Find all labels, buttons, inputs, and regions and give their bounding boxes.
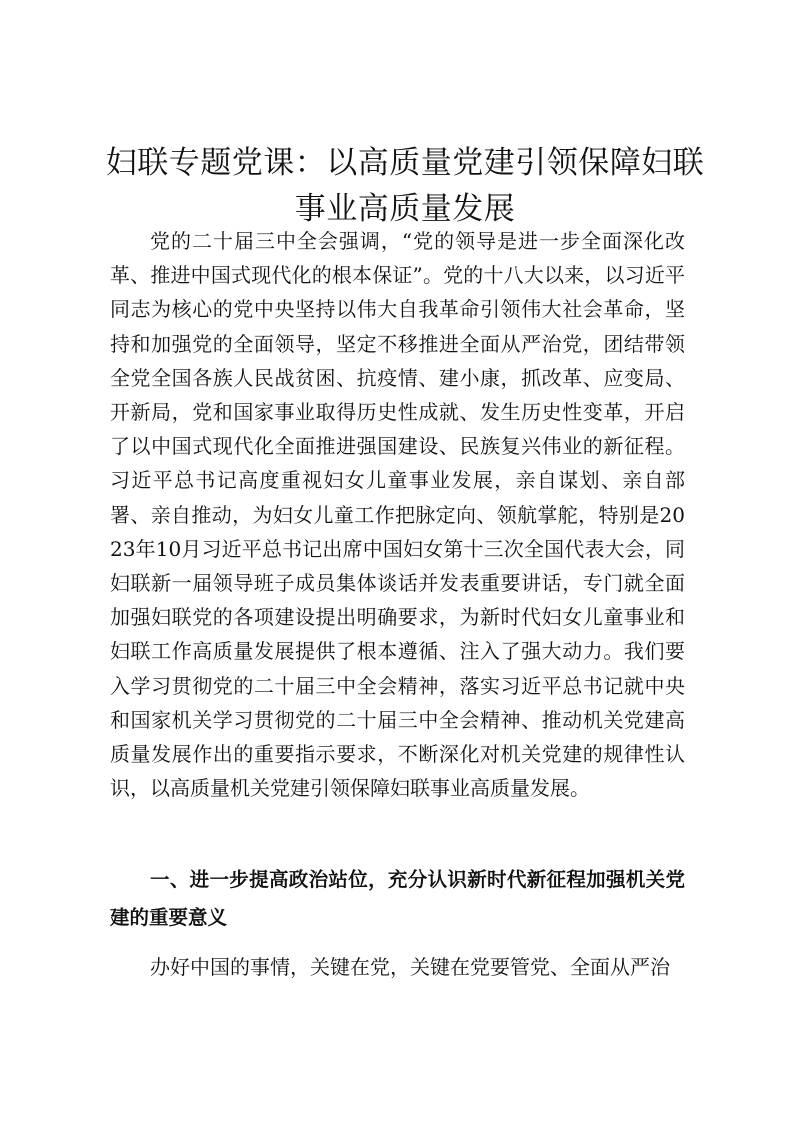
- section-heading: 一、进一步提高政治站位，充分认识新时代新征程加强机关党建的重要意义: [110, 868, 685, 929]
- section-paragraph: 办好中国的事情，关键在党，关键在党要管党、全面从严治: [150, 955, 670, 979]
- document-title: 妇联专题党课：以高质量党建引领保障妇联事业高质量发展: [105, 145, 705, 227]
- body-paragraph: 党的二十届三中全会强调，“党的领导是进一步全面深化改革、推进中国式现代化的根本保证”。党的十八大以来，以习近平同志为核心的党中央坚持以伟大自我革命引领伟大社会革命，坚持和加强党的全面领导，坚定不移推进全面从严治党，团结带领全党全国各族人民战贫困、抗疫情、建小康，抓改革、应变局、开新局，党和国家事业取得历史性成就、发生历史性变革，开启了以中国式现代化全面推进强国建设、民族复兴伟业的新征程。习近平总书记高度重视妇女儿童事业发展，亲自谋划、亲自部署、亲自推动，为妇女儿童工作把脉定向、领航掌舵，特别是2023年10月习近平总书记出席中国妇女第十三次全国代表大会，同妇联新一届领导班子成员集体谈话并发表重要讲话，专门就全面加强妇联党的各项建设提出明确要求，为新时代妇女儿童事业和妇联工作高质量发展提供了根本遵循、注入了强大动力。我们要入学习贯彻党的二十届三中全会精神，落实习近平总书记就中央和国家机关学习贯彻党的二十届三中全会精神、推动机关党建高质量发展作出的重要指示要求，不断深化对机关党建的规律性认识，以高质量机关党建引领保障妇联事业高质量发展。: [110, 229, 685, 801]
